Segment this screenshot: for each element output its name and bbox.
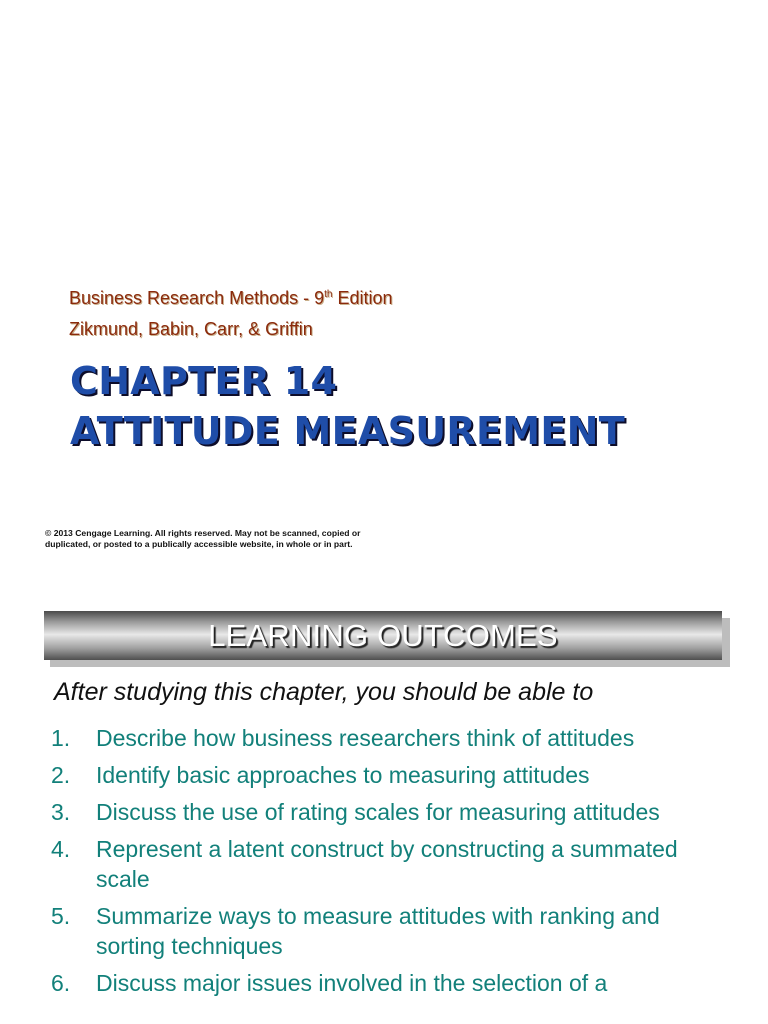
list-item [0,723,768,753]
list-item-text: Summarize ways to measure attitudes with ranking and sorting techniques [96,903,660,959]
learning-outcomes-banner [44,611,722,660]
list-item-number: 1. [51,725,71,751]
list-item-text: Represent a latent construct by constructing a summated scale [96,836,678,892]
list-item-text: Discuss the use of rating scales for measuring attitudes [96,799,660,825]
book-title-superscript: th [324,289,333,300]
authors: Zikmund, Babin, Carr, & Griffin [69,319,313,339]
list-item-number: 5. [51,903,71,929]
copyright-notice: © 2013 Cengage Learning. All rights reserved. May not be scanned, copied or duplicated, or posted to a publically accessible website, in whole or in part. [45,528,361,549]
intro-text: After studying this chapter, you should be able to [54,678,594,706]
chapter-number: CHAPTER 14 [70,359,338,403]
chapter-title: ATTITUDE MEASUREMENT [70,409,625,453]
list-item-number: 2. [51,762,71,788]
list-item-number: 3. [51,799,71,825]
learning-outcomes-slide [0,577,768,1024]
list-item-number: 6. [51,970,71,996]
list-item [0,968,768,998]
list-item-text: Describe how business researchers think of attitudes [96,725,635,751]
list-item-text: Identify basic approaches to measuring attitudes [96,762,590,788]
list-item [0,901,768,961]
book-title-edition: Edition [332,288,393,308]
outcomes-list [0,723,768,1005]
book-title-main: Business Research Methods - 9 [69,288,325,308]
list-item [0,760,768,790]
list-item-number: 4. [51,836,71,862]
list-item [0,834,768,894]
book-title [69,288,393,309]
banner-title: LEARNING OUTCOMES [208,617,558,653]
list-item [0,797,768,827]
list-item-text: Discuss major issues involved in the selection of a [96,970,608,996]
